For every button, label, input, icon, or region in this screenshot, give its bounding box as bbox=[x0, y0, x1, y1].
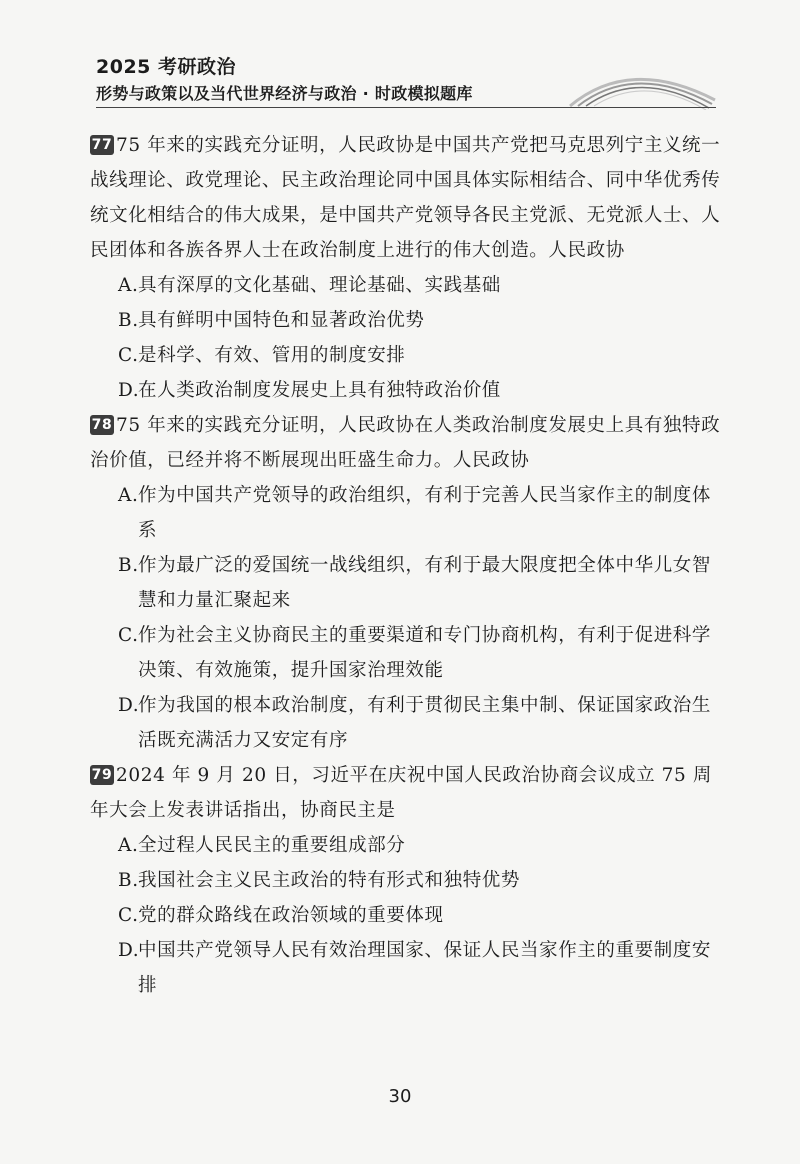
question-stem bbox=[90, 128, 730, 268]
option-list bbox=[90, 478, 730, 758]
option-text: 是科学、有效、管用的制度安排 bbox=[138, 345, 406, 366]
book-year-title: 2025 考研政治 bbox=[96, 56, 236, 78]
option-a bbox=[118, 268, 730, 303]
option-letter: A. bbox=[118, 485, 139, 506]
option-text: 作为最广泛的爱国统一战线组织，有利于最大限度把全体中华儿女智慧和力量汇聚起来 bbox=[138, 555, 712, 611]
option-letter: D. bbox=[118, 380, 140, 401]
question-stem bbox=[90, 408, 730, 478]
option-letter: A. bbox=[118, 835, 139, 856]
option-letter: B. bbox=[118, 555, 139, 576]
option-letter: C. bbox=[118, 345, 139, 366]
option-text: 全过程人民民主的重要组成部分 bbox=[138, 835, 406, 856]
option-letter: C. bbox=[118, 905, 139, 926]
question-number-badge: 77 bbox=[91, 137, 113, 153]
option-text: 作为中国共产党领导的政治组织，有利于完善人民当家作主的制度体系 bbox=[138, 485, 712, 541]
option-c bbox=[118, 618, 730, 688]
question-stem-text: 75 年来的实践充分证明，人民政协在人类政治制度发展史上具有独特政治价值，已经并将不断展现出旺盛生命力。人民政协 bbox=[90, 415, 721, 471]
option-list bbox=[90, 268, 730, 408]
option-letter: C. bbox=[118, 625, 139, 646]
header-arc-decoration-icon bbox=[560, 48, 720, 110]
option-letter: A. bbox=[118, 275, 139, 296]
question-77 bbox=[90, 128, 730, 408]
option-d bbox=[118, 373, 730, 408]
option-a bbox=[118, 828, 730, 863]
option-b bbox=[118, 303, 730, 338]
option-text: 中国共产党领导人民有效治理国家、保证人民当家作主的重要制度安排 bbox=[138, 940, 712, 996]
question-78 bbox=[90, 408, 730, 758]
page-number: 30 bbox=[388, 1086, 412, 1107]
question-number-badge: 79 bbox=[91, 767, 113, 783]
question-stem-text: 2024 年 9 月 20 日，习近平在庆祝中国人民政治协商会议成立 75 周年大会上发表讲话指出，协商民主是 bbox=[90, 765, 712, 821]
option-letter: D. bbox=[118, 695, 140, 716]
option-text: 作为社会主义协商民主的重要渠道和专门协商机构，有利于促进科学决策、有效施策，提升国家治理效能 bbox=[138, 625, 712, 681]
option-list bbox=[90, 828, 730, 1003]
option-d bbox=[118, 933, 730, 1003]
option-text: 在人类政治制度发展史上具有独特政治价值 bbox=[138, 380, 501, 401]
option-text: 具有鲜明中国特色和显著政治优势 bbox=[138, 310, 425, 331]
question-number-badge: 78 bbox=[91, 417, 113, 433]
option-b bbox=[118, 548, 730, 618]
option-c bbox=[118, 338, 730, 373]
book-subtitle: 形势与政策以及当代世界经济与政治 · 时政模拟题库 bbox=[96, 84, 473, 103]
question-stem bbox=[90, 758, 730, 828]
option-text: 我国社会主义民主政治的特有形式和独特优势 bbox=[138, 870, 521, 891]
option-b bbox=[118, 863, 730, 898]
option-letter: D. bbox=[118, 940, 140, 961]
header-rule bbox=[96, 107, 716, 108]
option-letter: B. bbox=[118, 310, 139, 331]
option-text: 作为我国的根本政治制度，有利于贯彻民主集中制、保证国家政治生活既充满活力又安定有序 bbox=[138, 695, 712, 751]
option-text: 党的群众路线在政治领域的重要体现 bbox=[138, 905, 444, 926]
option-a bbox=[118, 478, 730, 548]
option-letter: B. bbox=[118, 870, 139, 891]
option-text: 具有深厚的文化基础、理论基础、实践基础 bbox=[138, 275, 501, 296]
question-79 bbox=[90, 758, 730, 1003]
question-list bbox=[90, 128, 730, 1003]
page-header bbox=[0, 0, 800, 120]
option-d bbox=[118, 688, 730, 758]
option-c bbox=[118, 898, 730, 933]
question-stem-text: 75 年来的实践充分证明，人民政协是中国共产党把马克思列宁主义统一战线理论、政党理论、民主政治理论同中国具体实际相结合、同中华优秀传统文化相结合的伟大成果，是中国共产党领导各民主党派、无党派人士、人民团体和各族各界人士在政治制度上进行的伟大创造。人民政协 bbox=[90, 135, 721, 261]
